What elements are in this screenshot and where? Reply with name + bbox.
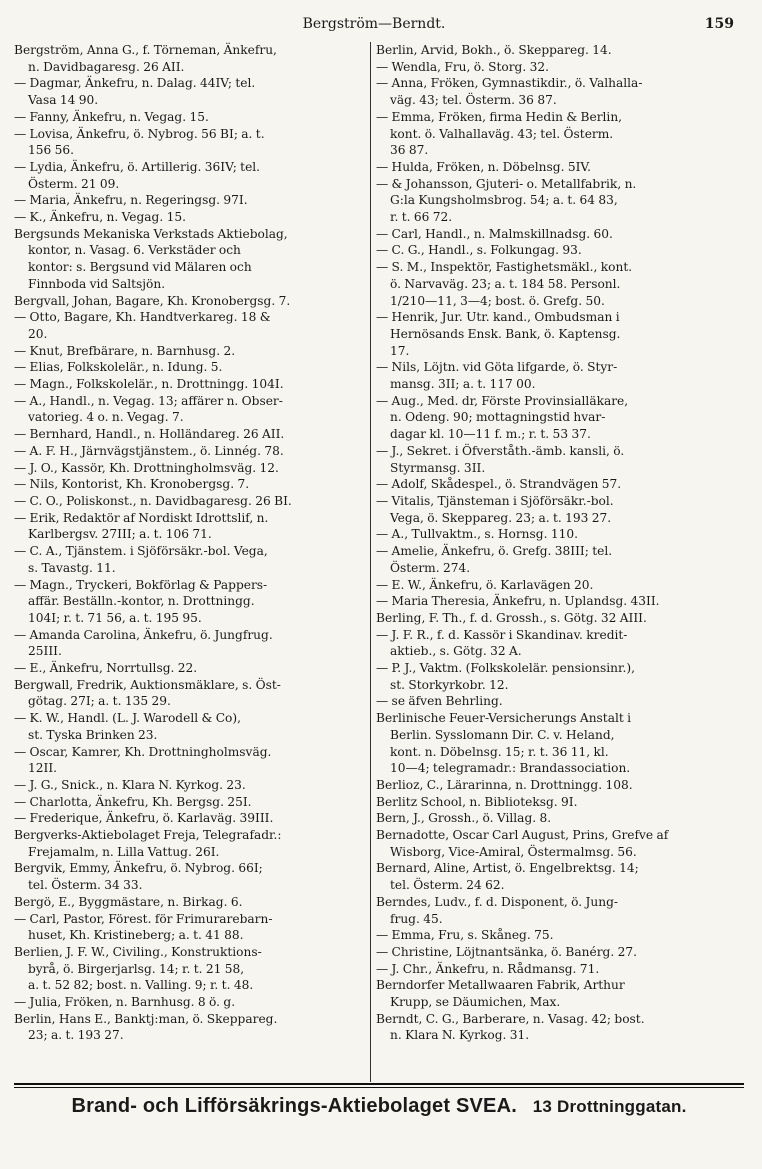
entry-line: — C. G., Handl., s. Folkungag. 93. — [376, 243, 582, 258]
entry-line: 36 87. — [390, 143, 429, 158]
advertisement-address: 13 Drottninggatan. — [532, 1097, 687, 1116]
entry-line: Vega, ö. Skeppareg. 23; a. t. 193 27. — [390, 510, 612, 525]
directory-entry — [14, 627, 366, 660]
entry-line: Bern, J., Grossh., ö. Villag. 8. — [376, 811, 552, 826]
directory-entry — [14, 293, 366, 310]
directory-entry — [376, 860, 728, 893]
directory-entry — [14, 827, 366, 860]
entry-line: 10—4; telegramadr.: Brandassociation. — [390, 761, 631, 776]
entry-line: — K. W., Handl. (L. J. Warodell & Co), — [14, 711, 241, 726]
entry-line: — Bernhard, Handl., n. Holländareg. 26 AII. — [14, 427, 285, 442]
entry-line: s. Tavastg. 11. — [28, 560, 116, 575]
entry-line: — J., Sekret. i Öfverståth.-ämb. kansli, ö. — [376, 443, 625, 458]
directory-entry — [376, 42, 728, 59]
directory-entry — [14, 42, 366, 75]
directory-entry — [14, 359, 366, 376]
entry-line: — J. G., Snick., n. Klara N. Kyrkog. 23. — [14, 777, 246, 792]
entry-line: — Hulda, Fröken, n. Döbelnsg. 5IV. — [376, 159, 591, 174]
left-column — [14, 42, 366, 1044]
advertisement-name: Brand- och Lifförsäkrings-Aktiebolaget SVEA. — [71, 1095, 517, 1117]
directory-entry — [376, 977, 728, 1010]
entry-line: — Emma, Fröken, firma Hedin & Berlin, — [376, 109, 623, 124]
entry-line: — S. M., Inspektör, Fastighetsmäkl., kont. — [376, 260, 633, 275]
directory-entry — [14, 226, 366, 293]
entry-line: — E. W., Änkefru, ö. Karlavägen 20. — [376, 577, 594, 592]
directory-entry — [14, 677, 366, 710]
directory-entry — [14, 443, 366, 460]
directory-entry — [14, 426, 366, 443]
entry-line: Bergsunds Mekaniska Verkstads Aktiebolag, — [14, 226, 288, 241]
entry-line: Berlin. Sysslomann Dir. C. v. Heland, — [390, 727, 615, 742]
entry-line: Berlitz School, n. Biblioteksg. 9I. — [376, 794, 578, 809]
entry-line: — Amelie, Änkefru, ö. Grefg. 38III; tel. — [376, 544, 613, 559]
entry-line: — Maria, Änkefru, n. Regeringsg. 97I. — [14, 193, 248, 208]
entry-line: — Henrik, Jur. Utr. kand., Ombudsman i — [376, 310, 620, 325]
entry-line: dagar kl. 10—11 f. m.; r. t. 53 37. — [390, 427, 591, 442]
directory-entry — [376, 476, 728, 493]
entry-line: — C. O., Poliskonst., n. Davidbagaresg. 26 BI. — [14, 493, 292, 508]
entry-line: — P. J., Vaktm. (Folkskolelär. pensionsinr.), — [376, 661, 635, 676]
entry-line: Berlin, Hans E., Banktj:man, ö. Skeppareg. — [14, 1011, 278, 1026]
entry-line: — A., Handl., n. Vegag. 13; affärer n. Obser- — [14, 393, 283, 408]
entry-line: ö. Narvaväg. 23; a. t. 184 58. Personl. — [390, 276, 621, 291]
entry-line: — Carl, Pastor, Förest. för Frimurarebarn- — [14, 911, 273, 926]
entry-line: frug. 45. — [390, 911, 443, 926]
directory-entry — [376, 226, 728, 243]
directory-entry — [376, 242, 728, 259]
entry-line: Berlien, J. F. W., Civiling., Konstruktions- — [14, 944, 262, 959]
entry-line: — Vitalis, Tjänsteman i Sjöförsäkr.-bol. — [376, 493, 614, 508]
directory-entry — [14, 309, 366, 342]
entry-line: — Erik, Redaktör af Nordiskt Idrottslif, n. — [14, 510, 269, 525]
entry-line: Bernard, Aline, Artist, ö. Engelbrektsg. 14; — [376, 861, 639, 876]
entry-line: Bergwall, Fredrik, Auktionsmäklare, s. Öst- — [14, 677, 281, 692]
entry-line: n. Davidbagaresg. 26 AII. — [28, 59, 185, 74]
right-column — [376, 42, 728, 1044]
entry-line: — Aug., Med. dr, Förste Provinsialläkare, — [376, 393, 629, 408]
entry-line: G:la Kungsholmsbrog. 54; a. t. 64 83, — [390, 193, 618, 208]
directory-entry — [376, 259, 728, 309]
directory-entry — [14, 343, 366, 360]
entry-line: — Anna, Fröken, Gymnastikdir., ö. Valhalla- — [376, 76, 643, 91]
entry-line: — Nils, Kontorist, Kh. Kronobergsg. 7. — [14, 477, 250, 492]
directory-entry — [14, 393, 366, 426]
entry-line: vatorieg. 4 o. n. Vegag. 7. — [28, 410, 184, 425]
entry-line: — Dagmar, Änkefru, n. Dalag. 44IV; tel. — [14, 76, 256, 91]
directory-entry — [14, 493, 366, 510]
entry-line: — J. F. R., f. d. Kassör i Skandinav. kredit- — [376, 627, 628, 642]
directory-entry — [376, 710, 728, 777]
entry-line: Bergverks-Aktiebolaget Freja, Telegrafadr.: — [14, 828, 282, 843]
directory-entry — [376, 927, 728, 944]
entry-line: — J. Chr., Änkefru, n. Rådmansg. 71. — [376, 961, 600, 976]
entry-line: Frejamalm, n. Lilla Vattug. 26I. — [28, 844, 220, 859]
entry-line: a. t. 52 82; bost. n. Valling. 9; r. t. 48. — [28, 978, 254, 993]
entry-line: Wisborg, Vice-Amiral, Östermalmsg. 56. — [390, 844, 637, 859]
directory-entry — [14, 794, 366, 811]
entry-line: — K., Änkefru, n. Vegag. 15. — [14, 210, 186, 225]
directory-entry — [14, 159, 366, 192]
entry-line: — Magn., Folkskolelär., n. Drottningg. 104I. — [14, 377, 284, 392]
directory-entry — [376, 810, 728, 827]
entry-line: 17. — [390, 343, 410, 358]
directory-entry — [14, 994, 366, 1011]
directory-entry — [14, 744, 366, 777]
entry-line: — Magn., Tryckeri, Bokförlag & Pappers- — [14, 577, 268, 592]
entry-line: götag. 27I; a. t. 135 29. — [28, 694, 171, 709]
entry-line: Berndes, Ludv., f. d. Disponent, ö. Jung- — [376, 894, 619, 909]
entry-line: — Nils, Löjtn. vid Göta lifgarde, ö. Styr- — [376, 360, 618, 375]
directory-entry — [14, 777, 366, 794]
directory-entry — [376, 593, 728, 610]
directory-entry — [376, 176, 728, 226]
directory-entry — [376, 944, 728, 961]
directory-entry — [14, 944, 366, 994]
directory-entry — [376, 393, 728, 443]
entry-line: tel. Österm. 34 33. — [28, 878, 143, 893]
entry-line: — C. A., Tjänstem. i Sjöförsäkr.-bol. Vega, — [14, 544, 268, 559]
directory-entry — [376, 359, 728, 392]
page-header — [14, 16, 734, 38]
directory-entry — [376, 109, 728, 159]
entry-line: — Christine, Löjtnantsänka, ö. Banérg. 27. — [376, 944, 637, 959]
directory-entry — [14, 376, 366, 393]
entry-line: aktieb., s. Götg. 32 A. — [390, 644, 522, 659]
entry-line: r. t. 66 72. — [390, 210, 453, 225]
entry-line: — Emma, Fru, s. Skåneg. 75. — [376, 928, 554, 943]
entry-line: Bergö, E., Byggmästare, n. Birkag. 6. — [14, 894, 243, 909]
entry-line: — se äfven Behrling. — [376, 694, 503, 709]
entry-line: byrå, ö. Birgerjarlsg. 14; r. t. 21 58, — [28, 961, 245, 976]
footer-rule-top — [14, 1083, 744, 1085]
entry-line: Hernösands Ensk. Bank, ö. Kaptensg. — [390, 326, 621, 341]
directory-entry — [376, 693, 728, 710]
directory-entry — [376, 526, 728, 543]
directory-entry — [14, 510, 366, 543]
footer-rule-bottom — [14, 1087, 744, 1088]
directory-entry — [376, 493, 728, 526]
entry-line: affär. Beställn.-kontor, n. Drottningg. — [28, 594, 255, 609]
entry-line: huset, Kh. Kristineberg; a. t. 41 88. — [28, 928, 244, 943]
directory-entry — [14, 543, 366, 576]
entry-line: Berlinische Feuer-Versicherungs Anstalt i — [376, 711, 632, 726]
directory-entry — [376, 577, 728, 594]
entry-line: — A. F. H., Järnvägstjänstem., ö. Linnég. 78. — [14, 443, 284, 458]
directory-entry — [376, 827, 728, 860]
directory-entry — [376, 894, 728, 927]
directory-entry — [376, 794, 728, 811]
entry-line: Finnboda vid Saltsjön. — [28, 276, 166, 291]
entry-line: — Julia, Fröken, n. Barnhusg. 8 ö. g. — [14, 995, 236, 1010]
directory-entry — [14, 209, 366, 226]
entry-line: Berndorfer Metallwaaren Fabrik, Arthur — [376, 978, 625, 993]
directory-entry — [376, 543, 728, 576]
directory-entry — [376, 777, 728, 794]
entry-line: — Otto, Bagare, Kh. Handtverkareg. 18 & — [14, 310, 271, 325]
directory-entry — [14, 1011, 366, 1044]
directory-entry — [376, 610, 728, 627]
directory-columns — [14, 42, 744, 1082]
entry-line: — Carl, Handl., n. Malmskillnadsg. 60. — [376, 226, 613, 241]
entry-line: — Charlotta, Änkefru, Kh. Bergsg. 25I. — [14, 794, 252, 809]
entry-line: Berlin, Arvid, Bokh., ö. Skeppareg. 14. — [376, 43, 612, 57]
entry-line: 104I; r. t. 71 56, a. t. 195 95. — [28, 610, 202, 625]
entry-line: — Adolf, Skådespel., ö. Strandvägen 57. — [376, 477, 622, 492]
entry-line: Bergvall, Johan, Bagare, Kh. Kronobergsg. 7. — [14, 293, 291, 308]
entry-line: st. Storkyrkobr. 12. — [390, 677, 509, 692]
entry-line: Vasa 14 90. — [28, 93, 99, 108]
entry-line: Bernadotte, Oscar Carl August, Prins, Grefve af — [376, 828, 669, 843]
entry-line: Bergvik, Emmy, Änkefru, ö. Nybrog. 66I; — [14, 861, 263, 876]
directory-entry — [14, 75, 366, 108]
entry-line: mansg. 3II; a. t. 117 00. — [390, 377, 536, 392]
entry-line: 20. — [28, 326, 48, 341]
entry-line: — Maria Theresia, Änkefru, n. Uplandsg. 43II. — [376, 594, 660, 609]
entry-line: — Oscar, Kamrer, Kh. Drottningholmsväg. — [14, 744, 272, 759]
directory-entry — [14, 192, 366, 209]
directory-entry — [376, 660, 728, 693]
entry-line: — A., Tullvaktm., s. Hornsg. 110. — [376, 527, 578, 542]
entry-line: — E., Änkefru, Norrtullsg. 22. — [14, 661, 198, 676]
entry-line: n. Klara N. Kyrkog. 31. — [390, 1028, 530, 1043]
entry-line: 12II. — [28, 761, 58, 776]
directory-entry — [14, 894, 366, 911]
directory-entry — [14, 460, 366, 477]
entry-line: st. Tyska Brinken 23. — [28, 727, 158, 742]
entry-line: 25III. — [28, 644, 62, 659]
entry-line: — Knut, Brefbärare, n. Barnhusg. 2. — [14, 343, 236, 358]
directory-entry — [376, 1011, 728, 1044]
entry-line: Österm. 21 09. — [28, 176, 120, 191]
entry-line: väg. 43; tel. Österm. 36 87. — [390, 93, 557, 108]
advertisement-banner — [14, 1095, 744, 1118]
directory-entry — [14, 660, 366, 677]
directory-entry — [14, 126, 366, 159]
directory-entry — [376, 75, 728, 108]
directory-entry — [14, 710, 366, 743]
entry-line: 1/210—11, 3—4; bost. ö. Grefg. 50. — [390, 293, 605, 308]
entry-line: Berndt, C. G., Barberare, n. Vasag. 42; bost. — [376, 1011, 645, 1026]
directory-entry — [376, 159, 728, 176]
directory-entry — [14, 860, 366, 893]
entry-line: n. Odeng. 90; mottagningstid hvar- — [390, 410, 606, 425]
entry-line: — Lovisa, Änkefru, ö. Nybrog. 56 BI; a. t. — [14, 126, 265, 141]
entry-line: — Fanny, Änkefru, n. Vegag. 15. — [14, 109, 209, 124]
directory-entry — [376, 59, 728, 76]
entry-line: kont. ö. Valhallaväg. 43; tel. Österm. — [390, 126, 614, 141]
directory-entry — [14, 577, 366, 627]
entry-line: Krupp, se Däumichen, Max. — [390, 995, 561, 1010]
entry-line: — & Johansson, Gjuteri- o. Metallfabrik, n. — [376, 176, 637, 191]
entry-line: — Wendla, Fru, ö. Storg. 32. — [376, 59, 549, 74]
directory-entry — [376, 627, 728, 660]
column-divider — [370, 42, 371, 1082]
entry-line: 156 56. — [28, 143, 75, 158]
entry-line: — J. O., Kassör, Kh. Drottningholmsväg. 12. — [14, 460, 279, 475]
entry-line: 23; a. t. 193 27. — [28, 1028, 124, 1043]
entry-line: Karlbergsv. 27III; a. t. 106 71. — [28, 527, 212, 542]
page-number: 159 — [704, 16, 734, 32]
directory-entry — [14, 911, 366, 944]
running-title: Bergström—Berndt. — [302, 16, 446, 32]
directory-entry — [376, 443, 728, 476]
directory-entry — [376, 961, 728, 978]
entry-line: Berling, F. Th., f. d. Grossh., s. Götg. 32 AIII. — [376, 610, 647, 625]
entry-line: — Lydia, Änkefru, ö. Artillerig. 36IV; tel. — [14, 159, 261, 174]
entry-line: — Amanda Carolina, Änkefru, ö. Jungfrug. — [14, 627, 273, 642]
entry-line: tel. Österm. 24 62. — [390, 878, 505, 893]
entry-line: Berlioz, C., Lärarinna, n. Drottningg. 108. — [376, 777, 633, 792]
entry-line: kont. n. Döbelnsg. 15; r. t. 36 11, kl. — [390, 744, 609, 759]
directory-entry — [376, 309, 728, 359]
entry-line: Österm. 274. — [390, 560, 471, 575]
entry-line: Styrmansg. 3II. — [390, 460, 486, 475]
entry-line: kontor: s. Bergsund vid Mälaren och — [28, 260, 252, 275]
directory-entry — [14, 109, 366, 126]
directory-entry — [14, 476, 366, 493]
entry-line: — Frederique, Änkefru, ö. Karlaväg. 39III. — [14, 811, 274, 826]
entry-line: Bergström, Anna G., f. Törneman, Änkefru, — [14, 43, 277, 57]
directory-entry — [14, 810, 366, 827]
entry-line: kontor, n. Vasag. 6. Verkstäder och — [28, 243, 241, 258]
entry-line: — Elias, Folkskolelär., n. Idung. 5. — [14, 360, 223, 375]
